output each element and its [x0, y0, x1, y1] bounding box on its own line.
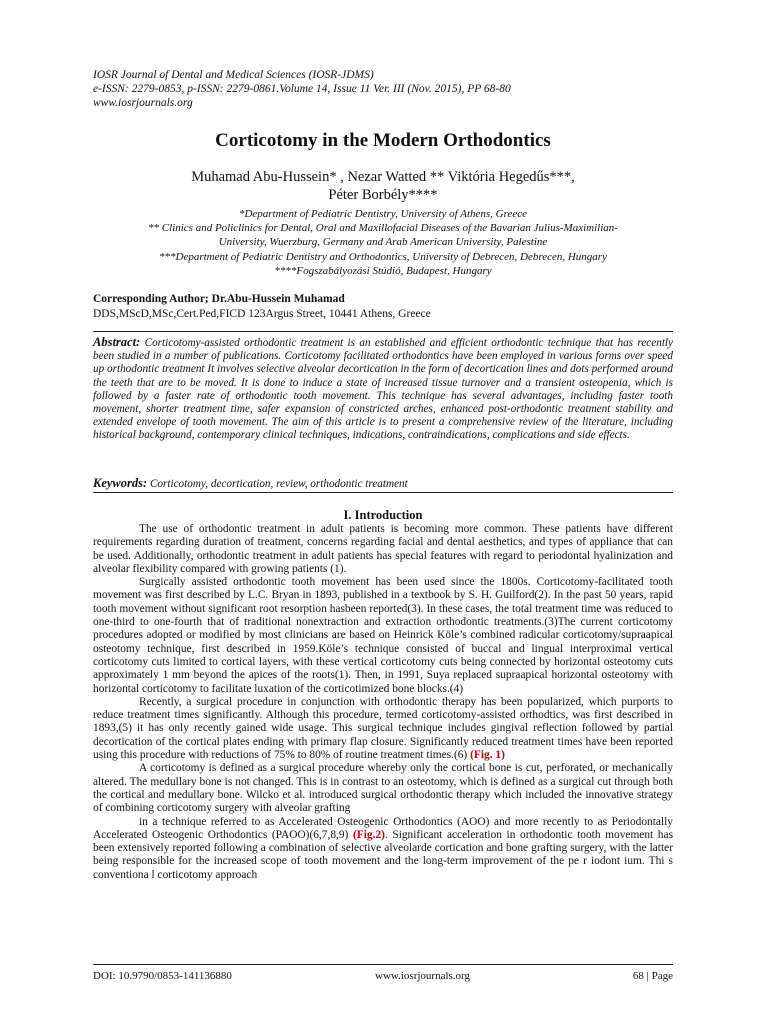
body-text — [93, 523, 673, 882]
abstract-bottom-rule — [93, 492, 673, 493]
paragraph-text: in a technique referred to as Accelerated Osteogenic Orthodontics (AOO) and more recently to as Periodontally Accelerated Osteogenic Orthodontics (PAOO)(6,7,8,9) — [93, 815, 673, 841]
section-heading: I. Introduction — [343, 508, 423, 522]
keywords-label: Keywords: — [93, 476, 148, 490]
figure-reference[interactable]: (Fig.2) — [352, 828, 385, 841]
affiliation: ***Department of Pediatric Dentistry and Orthodontics, University of Debrecen, Debrecen, Hungary — [159, 250, 607, 263]
journal-name: IOSR Journal of Dental and Medical Sciences (IOSR-JDMS) — [93, 69, 374, 81]
abstract — [93, 336, 673, 443]
abstract-top-rule — [93, 331, 673, 332]
authors-line-1: Muhamad Abu-Hussein* , Nezar Watted ** Viktória Hegedűs***, — [191, 169, 575, 185]
paragraph: A corticotomy is defined as a surgical procedure whereby only the cortical bone is cut, perforated, or mechanically altered. The medullary bone is not changed. This is in contrast to an osteotomy, which is defined as a surgical cut through both the cortical and medullary bone. Wilcko et al. introduced surgical orthodontic therapy which included the innovative strategy of combining corticotomy surgery with alveolar grafting — [93, 762, 673, 815]
affiliation: University, Wuerzburg, Germany and Arab American University, Palestine — [218, 236, 548, 249]
abstract-text: Corticotomy-assisted orthodontic treatment is an established and efficient orthodontic technique that has recently been studied in a number of publications. Corticotomy facilitated orthodontics have been employed in various forms over speed up orthodontic treatment It involves selective alveolar decortication in the form of decortication lines and dots performed around the teeth that are to be moved. It is done to induce a state of increased tissue turnover and a transient osteopenia, which is followed by a faster rate of orthodontic tooth movement. This technique has several advantages, including faster tooth movement, shorter treatment time, safer expansion of constricted arches, enhanced post-orthodontic treatment stability and extended envelope of tooth movement. The aim of this article is to present a comprehensive review of the literature, including historical background, contemporary clinical techniques, indications, contraindications, complications and side effects. — [93, 337, 674, 442]
affiliations — [93, 207, 673, 278]
authors — [93, 168, 673, 204]
corresponding-address: DDS,MScD,MSc,Cert.Ped,FICD 123Argus Street, 10441 Athens, Greece — [93, 307, 431, 320]
affiliation: *Department of Pediatric Dentistry, University of Athens, Greece — [238, 208, 528, 220]
keywords — [93, 476, 673, 491]
affiliation: ****Fogszabályozási Stúdió, Budapest, Hungary — [274, 264, 492, 277]
corresponding-label: Corresponding Author; Dr.Abu-Hussein Muhamad — [93, 293, 345, 305]
paragraph: Surgically assisted orthodontic tooth movement has been used since the 1800s. Corticotomy-facilitated tooth movement was first described by L.C. Bryan in 1893, published in a textbook by S. H. Guilford(2). In the past 50 years, rapid tooth movement without significant root resorption hasbeen reported(3). In these cases, the total treatment time was reduced to one-third to one-fourth that of traditional nonextraction and extraction orthodontic treatments.(3)The current corticotomy procedures adopted or modified by most clinicians are based on Heinrick Köle’s combined radicular corticotomy/supraapical osteotomy technique, first described in 1959.Köle’s technique consisted of buccal and lingual interproximal vertical corticotomy cuts limited to cortical layers, with these vertical corticotomy cuts being connected by horizontal osteotomy cuts approximately 1 mm beyond the apices of the roots(1). Then, in 1991, Suya replaced supraapical horizontal osteotomy with horizontal corticotomy to facilitate luxation of the corticotimized bone blocks.(4) — [93, 576, 673, 695]
keywords-text: Corticotomy, decortication, review, orthodontic treatment — [149, 478, 408, 490]
paragraph: The use of orthodontic treatment in adult patients is becoming more common. These patients have different requirements regarding duration of treatment, concerns regarding facial and dental aesthetics, and types of appliance that can be used. Additionally, orthodontic treatment in adult patients has special features with regard to periodontal hyalinization and alveolar flexibility compared with growing patients (1). — [93, 523, 673, 575]
paragraph — [93, 816, 673, 882]
affiliation: ** Clinics and Policlinics for Dental, Oral and Maxillofacial Diseases of the Bavarian Julius-Maximilian- — [148, 222, 618, 235]
footer-doi: DOI: 10.9790/0853-141136880 — [93, 970, 232, 982]
authors-line-2: Péter Borbély**** — [328, 187, 438, 203]
figure-reference[interactable]: (Fig. 1) — [470, 749, 505, 762]
footer-url[interactable]: www.iosrjournals.org — [375, 970, 471, 982]
paragraph-text: . Significant acceleration in orthodontic tooth movement has been extensively reported following a combination of selective alveolarde cortication and bone grafting surgery, with the latter being responsible for the increased scope of tooth movement and the long-term improvement of the pe r iodont ium. Thi s conventiona l corticotomy approach — [93, 828, 673, 881]
journal-issn: e-ISSN: 2279-0853, p-ISSN: 2279-0861.Volume 14, Issue 11 Ver. III (Nov. 2015), PP 68-80 — [93, 83, 511, 95]
journal-header — [93, 68, 511, 110]
corresponding-author — [93, 292, 673, 321]
paragraph-text: Recently, a surgical procedure in conjunction with orthodontic therapy has been popularized, which purports to reduce treatment times significantly. Although this procedure, termed corticotomy-assisted orthodtics, was first described in 1893,(5) it has only recently gained wide usage. This surgical technique includes gingival reflection followed by partial decortication of the cortical plates ending with primary flap closure. Significantly reduced treatment times have been reported using this procedure with reductions of 75% to 80% of routine treatment times.(6) — [93, 695, 673, 762]
paper-title: Corticotomy in the Modern Orthodontics — [215, 130, 551, 151]
paragraph — [93, 696, 673, 762]
footer-rule — [93, 964, 673, 965]
abstract-label: Abstract: — [93, 335, 141, 349]
footer-page: 68 | Page — [632, 970, 673, 982]
journal-url[interactable]: www.iosrjournals.org — [93, 97, 193, 109]
